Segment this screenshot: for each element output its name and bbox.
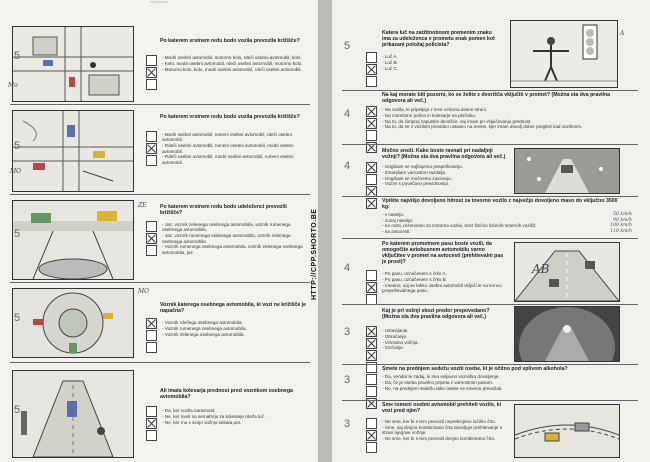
answer-checkbox[interactable] <box>366 374 377 385</box>
answer-option: - Luč B. <box>382 59 398 65</box>
divider <box>342 364 638 365</box>
points-label: 5 <box>14 50 21 62</box>
answer-checkbox[interactable] <box>366 76 377 87</box>
top-scribble: ~~~~~ <box>150 0 168 6</box>
answer-option: - Motorno kolo, kolo, modri osebni avtomobil, rdeči osebni avtomobil. <box>162 66 302 72</box>
speed-fill-label: - v naselju: <box>382 212 405 217</box>
answer-option: - Ne sme, ker bi s tem prevozil neprekinjeno ločilno črto. <box>382 419 497 424</box>
answer-option: - Rdeči osebni avtomobil, modri osebni avtomobil, rumeni osebni avtomobil. <box>162 154 294 165</box>
question-illustration <box>12 110 134 192</box>
answer-checkbox[interactable] <box>366 386 377 397</box>
answer-checkbox[interactable] <box>146 55 157 66</box>
url-watermark: HTTP://CPP.SHORTO.BE <box>311 208 318 300</box>
answer-option: - Modri osebni avtomobil, rumeni osebni avtomobil, rdeči osebni avtomobil. <box>162 132 292 143</box>
answer-boxes <box>146 55 156 91</box>
answer-options <box>162 320 310 337</box>
question-illustration <box>12 288 134 358</box>
answer-option: - Ne, na prednjem sedežu take osebe ne smemo prevažati. <box>382 385 503 391</box>
answer-checkbox-marked[interactable] <box>366 106 377 117</box>
answer-option: - Da, če je oseba pravilno pripeta z varnostnim pasom. <box>382 379 494 385</box>
answer-checkbox-marked[interactable] <box>366 282 377 293</box>
answer-boxes <box>366 418 376 454</box>
points-label: 3 <box>344 418 351 430</box>
answer-boxes <box>366 106 376 154</box>
points-label: 3 <box>344 326 351 338</box>
answer-checkbox[interactable] <box>366 270 377 281</box>
answer-checkbox[interactable] <box>146 430 157 441</box>
answer-option: - Na to, da čimprej zapustim dvorišče, saj imam pri vključevanju prednost. <box>382 118 532 124</box>
answer-option: - Luč C. <box>382 65 399 71</box>
answer-option: - Ustavljanje. <box>382 328 409 333</box>
answer-checkbox-marked[interactable] <box>366 326 377 337</box>
answer-boxes <box>366 374 376 410</box>
speed-fill-value[interactable]: 110 km/h <box>610 228 632 234</box>
answer-options <box>162 55 310 72</box>
divider <box>342 304 638 305</box>
question-text: Na kaj morate biti pozorni, ko se želite z dvorišča vključiti v promet? (Možna sta dva pravilna odgovora ali več.) <box>382 92 611 104</box>
answer-option: - Po pasu, označenem s črko A. <box>382 271 447 276</box>
divider <box>10 194 310 195</box>
answer-option: - Rdeči osebni avtomobil, rumeni osebni avtomobil, modri osebni avtomobil. <box>162 143 294 154</box>
speed-fill-value[interactable]: 100 km/h <box>610 223 632 229</box>
divider <box>10 362 310 363</box>
answer-checkbox[interactable] <box>146 131 157 142</box>
divider <box>10 104 310 105</box>
answer-boxes <box>366 326 376 374</box>
answer-checkbox[interactable] <box>146 406 157 417</box>
points-label: 4 <box>344 108 351 120</box>
answer-checkbox-marked[interactable] <box>146 143 157 154</box>
question-illustration <box>514 404 620 458</box>
question-illustration <box>514 148 620 194</box>
answer-checkbox-marked[interactable] <box>366 338 377 349</box>
book-gutter <box>318 0 332 462</box>
answer-options <box>382 271 508 294</box>
handwritten-note: MO <box>10 168 22 175</box>
question-text: Močno sneži. Kako boste ravnali pri nadaljnji vožnji? (Možna sta dva pravilna odgovora ali več.) <box>382 148 506 160</box>
answer-option: - Na vozila, ki pripeljejo z leve celovna desne strani. <box>382 107 488 112</box>
speed-fill-row <box>382 229 632 235</box>
question-illustration <box>514 306 620 362</box>
handwritten-note: A <box>620 30 625 37</box>
answer-option: - Vozník rumenega osebnega avtomobila, vozník zelenega osebnega avtomobila, jaz. <box>162 244 303 255</box>
answer-option: - Vozník rumenega osebnega avtomobila. <box>162 325 247 331</box>
answer-option: - Vozník zelenega osebnega avtomobila. <box>162 331 245 337</box>
points-label: 5 <box>14 404 21 416</box>
answer-option: - Vozim s povečano previdnostjo. <box>382 181 450 187</box>
answer-checkbox[interactable] <box>146 342 157 353</box>
answer-checkbox[interactable] <box>146 79 157 90</box>
question-text: Smete na prednjem sedežu voziti osebe, ki je očitno pod vplivom alkohola? <box>382 366 568 372</box>
answer-boxes <box>366 270 376 306</box>
question-text: Po katerem vrstnem redu bodo vozila prevozila križišče? <box>160 38 300 44</box>
points-label: 5 <box>14 312 21 324</box>
answer-checkbox-marked[interactable] <box>366 198 377 209</box>
answer-boxes <box>146 131 156 167</box>
answer-option: - Jaz, vozník rumenega osebnega avtomobila, vozník zelenega osebnega avtomobila. <box>162 233 291 244</box>
question-text: Katera luč na zatžitnobnom premenim znaku ima za udeleženca v prometu enak pomen kot prikazani položaj policista? <box>382 30 495 48</box>
answer-checkbox-marked[interactable] <box>146 233 157 244</box>
question-text: Vpišite najvišjo dovoljeno hitrost za tovorno vozilo z največjo dovoljeno maso do vključno 3500 kg: <box>382 198 618 210</box>
speed-fill-label: - na avtocesti: <box>382 228 411 234</box>
points-label: 4 <box>344 262 351 274</box>
handwritten-note: ZE <box>138 202 147 209</box>
answer-options <box>162 408 310 425</box>
speed-fill-label: - na cesti, rezervirani za motorna vozila, brez fizično ločenih smernih vozišč: <box>382 223 537 229</box>
speed-fill-value[interactable]: 90 km/h <box>613 217 632 223</box>
question-text: Kaj je pri vožnji skozi predor prepovedano? (Možna sta dva pravilna odgovora ali več.) <box>382 308 490 320</box>
answer-option: - Na morebitne pešce in kolesarje na pločniku. <box>382 112 477 118</box>
handwritten-note: MO <box>138 288 150 295</box>
divider <box>342 196 638 197</box>
answer-options <box>382 419 508 442</box>
answer-options <box>382 107 622 130</box>
answer-option: - Izogibam se močnemu zaviranju. <box>382 175 452 181</box>
question-illustration <box>12 26 134 102</box>
answer-checkbox[interactable] <box>366 52 377 63</box>
answer-checkbox-marked[interactable] <box>146 67 157 78</box>
answer-checkbox-marked[interactable] <box>366 64 377 75</box>
divider <box>342 90 638 91</box>
answer-option: - Vzvratna vožnja. <box>382 339 419 345</box>
answer-option: - Modri osebni avtomobil, motorno kolo, rdeči osebni avtomobil, kolo. <box>162 55 302 60</box>
question-illustration <box>514 242 620 302</box>
question-text: Po katerem vrstnem redu bodo vozila prevozila križišče? <box>160 114 300 120</box>
answer-option: - Luč A. <box>382 54 398 59</box>
answer-option: - Zmanjšam varnostno razdaljo. <box>382 169 447 175</box>
points-label: 4 <box>344 160 351 172</box>
answer-checkbox-marked[interactable] <box>146 418 157 429</box>
divider <box>342 144 638 145</box>
answer-options <box>382 54 482 71</box>
answer-options <box>162 132 310 166</box>
answer-option: - Obračanje. <box>382 333 408 339</box>
answer-checkbox-marked[interactable] <box>146 318 157 329</box>
question-text: Ali imata kolesarja prednost pred voznikom osebnega avtomobila? <box>160 388 293 400</box>
question-text: Po katerem vrstnem redu bodo udeleženci prevozili križišče? <box>160 204 287 216</box>
answer-option: - Srečanje. <box>382 345 405 351</box>
answer-option: - Sme, saj dvojna kombinirana črta dovoljuje prehitevanje s strani njegove vožnje. <box>382 424 503 436</box>
answer-checkbox[interactable] <box>366 174 377 185</box>
question-illustration <box>12 200 134 280</box>
speed-fill-label: - zunaj naselja: <box>382 217 413 223</box>
question-text: Po katerem prometnem pasu boste vozili, da omogočite avtobusnem avtomobilu varno vključitev v promet na avtocesti (prehitevalni pas je prost)? <box>382 241 504 265</box>
answer-boxes <box>366 162 376 210</box>
answer-boxes <box>146 406 156 442</box>
answer-checkbox[interactable] <box>146 330 157 341</box>
answer-options <box>382 328 508 351</box>
answer-boxes <box>366 52 376 88</box>
question-illustration <box>510 20 618 88</box>
question-illustration <box>12 370 134 458</box>
answer-option: - Ne, ker mu s svojo vožnjo sekata pot. <box>162 419 242 425</box>
answer-option: - Da, vendar le zadaj, ki ima veljavno vozniško dovoljenje. <box>382 374 500 379</box>
answer-options <box>382 164 508 187</box>
answer-boxes <box>146 221 156 257</box>
answer-checkbox-marked[interactable] <box>366 350 377 361</box>
question-text: Sme rumeni osebni avtomobil prehiteti vozilo, ki vozi pred njim? <box>382 402 502 414</box>
answer-checkbox[interactable] <box>366 418 377 429</box>
answer-option: - Vozník rdečega osebnega avtomobila. <box>162 320 243 325</box>
left-page <box>0 0 318 462</box>
divider <box>342 238 638 239</box>
handwritten-note: AB <box>532 262 550 276</box>
points-label: 5 <box>14 228 21 240</box>
divider <box>342 400 638 401</box>
answer-option: - Po pasu, označenem s črko B. <box>382 276 448 282</box>
answer-checkbox-marked[interactable] <box>366 162 377 173</box>
answer-option: - Kolo, modri osebni avtomobil, rdeči osebni avtomobil, motorno kolo. <box>162 60 303 66</box>
answer-option: - Izogibam se najhujemu pospeševanju. <box>382 164 463 169</box>
answer-option: - Jaz, vozník zelenega osebnega avtomobila, vozník rumenega osebnega avtomobila. <box>162 222 291 233</box>
answer-checkbox[interactable] <box>366 442 377 453</box>
answer-options <box>162 222 310 256</box>
question-text: Vozník katerega osebnega avtomobila, ki vozi ne križišče je napačna? <box>160 302 307 314</box>
answer-option: - Da, ker vozila naravnost. <box>162 408 216 413</box>
answer-checkbox-marked[interactable] <box>366 118 377 129</box>
answer-option: - Ne sme, ker bi s tem prevozil dvojno kombinirano črto. <box>382 436 496 441</box>
answer-option: - Na to, da se z vozilom previdno ustavim na meste, kjer imam dovolj dober pregled nad vozišcem. <box>382 124 583 130</box>
speed-limit-fill-list <box>382 212 632 234</box>
answer-checkbox[interactable] <box>146 221 157 232</box>
answer-checkbox[interactable] <box>146 155 157 166</box>
answer-option: - Vseeno, saj se lahko osebni avtomobil vključi le na koncu pospeševalnega pasu. <box>382 282 502 293</box>
answer-options <box>382 374 622 391</box>
answer-checkbox[interactable] <box>146 245 157 256</box>
answer-checkbox-marked[interactable] <box>366 430 377 441</box>
handwritten-note: Mo <box>8 82 18 89</box>
points-label: 5 <box>14 140 21 152</box>
points-label: 5 <box>344 40 351 52</box>
right-page <box>332 0 650 462</box>
speed-fill-value[interactable]: 50 km/h <box>613 212 632 217</box>
answer-checkbox[interactable] <box>366 130 377 141</box>
divider <box>10 282 310 283</box>
points-label: 3 <box>344 374 351 386</box>
answer-boxes <box>146 318 156 354</box>
answer-option: - Ne, ker sveti na semaforju za kolesarje rdeča luč. <box>162 413 266 419</box>
